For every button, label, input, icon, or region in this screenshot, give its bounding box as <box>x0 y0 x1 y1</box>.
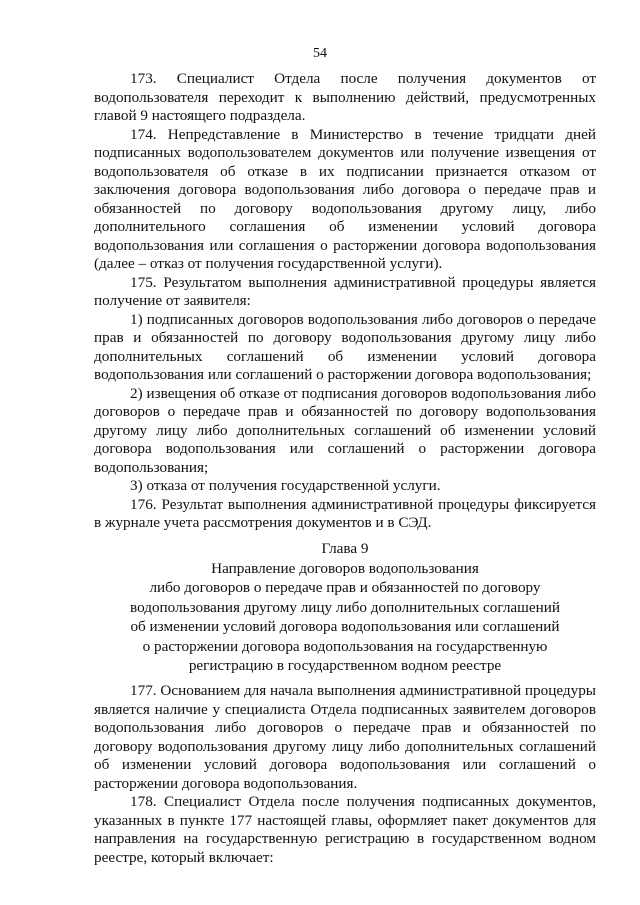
paragraph-173: 173. Специалист Отдела после получения документов от водопользователя переходит к выполнению действий, предусмотренных главой 9 настоящего подраздела. <box>94 70 596 124</box>
paragraph-174: 174. Непредставление в Министерство в течение тридцати дней подписанных водопользователем документов или получение извещения от водопользователя об отказе в их подписании признается отказом от заключения договора водопользования либо договора о передаче прав и обязанностей по договору водопользования другому лицу, либо дополнительного соглашения об изменении условий договора водопользования или соглашения о расторжении договора водопользования (далее – отказ от получения государственной услуги). <box>94 125 596 272</box>
chapter-title-line: об изменении условий договора водопользования или соглашений <box>130 618 560 635</box>
section-a <box>94 70 596 533</box>
page-number: 54 <box>313 46 327 61</box>
chapter-title-line: Направление договоров водопользования <box>211 559 479 577</box>
chapter-title-line: о расторжении договора водопользования на государственную <box>142 637 548 655</box>
paragraph-175-item-3: 3) отказа от получения государственной услуги. <box>130 477 441 494</box>
chapter-heading <box>94 539 596 676</box>
paragraph-175-item-2: 2) извещения об отказе от подписания договоров водопользования либо договоров о передаче прав и обязанностей по договору водопользования другому лицу либо дополнительных соглашений об изменении условий договора водопользования или соглашений о расторжении договора водопользования; <box>94 384 596 476</box>
paragraph-178: 178. Специалист Отдела после получения подписанных документов, указанных в пункте 177 настоящей главы, оформляет пакет документов для направления на государственную регистрацию в государственном водном реестре, который включает: <box>94 793 596 866</box>
chapter-title-line: регистрацию в государственном водном реестре <box>188 657 502 674</box>
chapter-label: Глава 9 <box>321 540 369 557</box>
chapter-title-line: либо договоров о передаче прав и обязанностей по договору <box>149 579 541 596</box>
chapter-title-line: водопользования другому лицу либо дополнительных соглашений <box>130 598 560 616</box>
paragraph-177: 177. Основанием для начала выполнения административной процедуры является наличие у специалиста Отдела подписанных заявителем договоров водопользования либо договоров о передаче прав и обязанностей по договору водопользования другому лицу либо дополнительных соглашений об изменении условий договора водопользования или соглашений о расторжении договора водопользования. <box>94 682 596 792</box>
paragraph-175: 175. Результатом выполнения административной процедуры является получение от заявителя: <box>94 273 596 309</box>
paragraph-176: 176. Результат выполнения административной процедуры фиксируется в журнале учета рассмотрения документов и в СЭД. <box>94 495 596 531</box>
section-b <box>94 682 596 867</box>
paragraph-175-item-1: 1) подписанных договоров водопользования либо договоров о передаче прав и обязанностей по договору водопользования другому лицу либо дополнительных соглашений об изменении условий договора водопользования или соглашений о расторжении договора водопользования; <box>94 310 596 383</box>
